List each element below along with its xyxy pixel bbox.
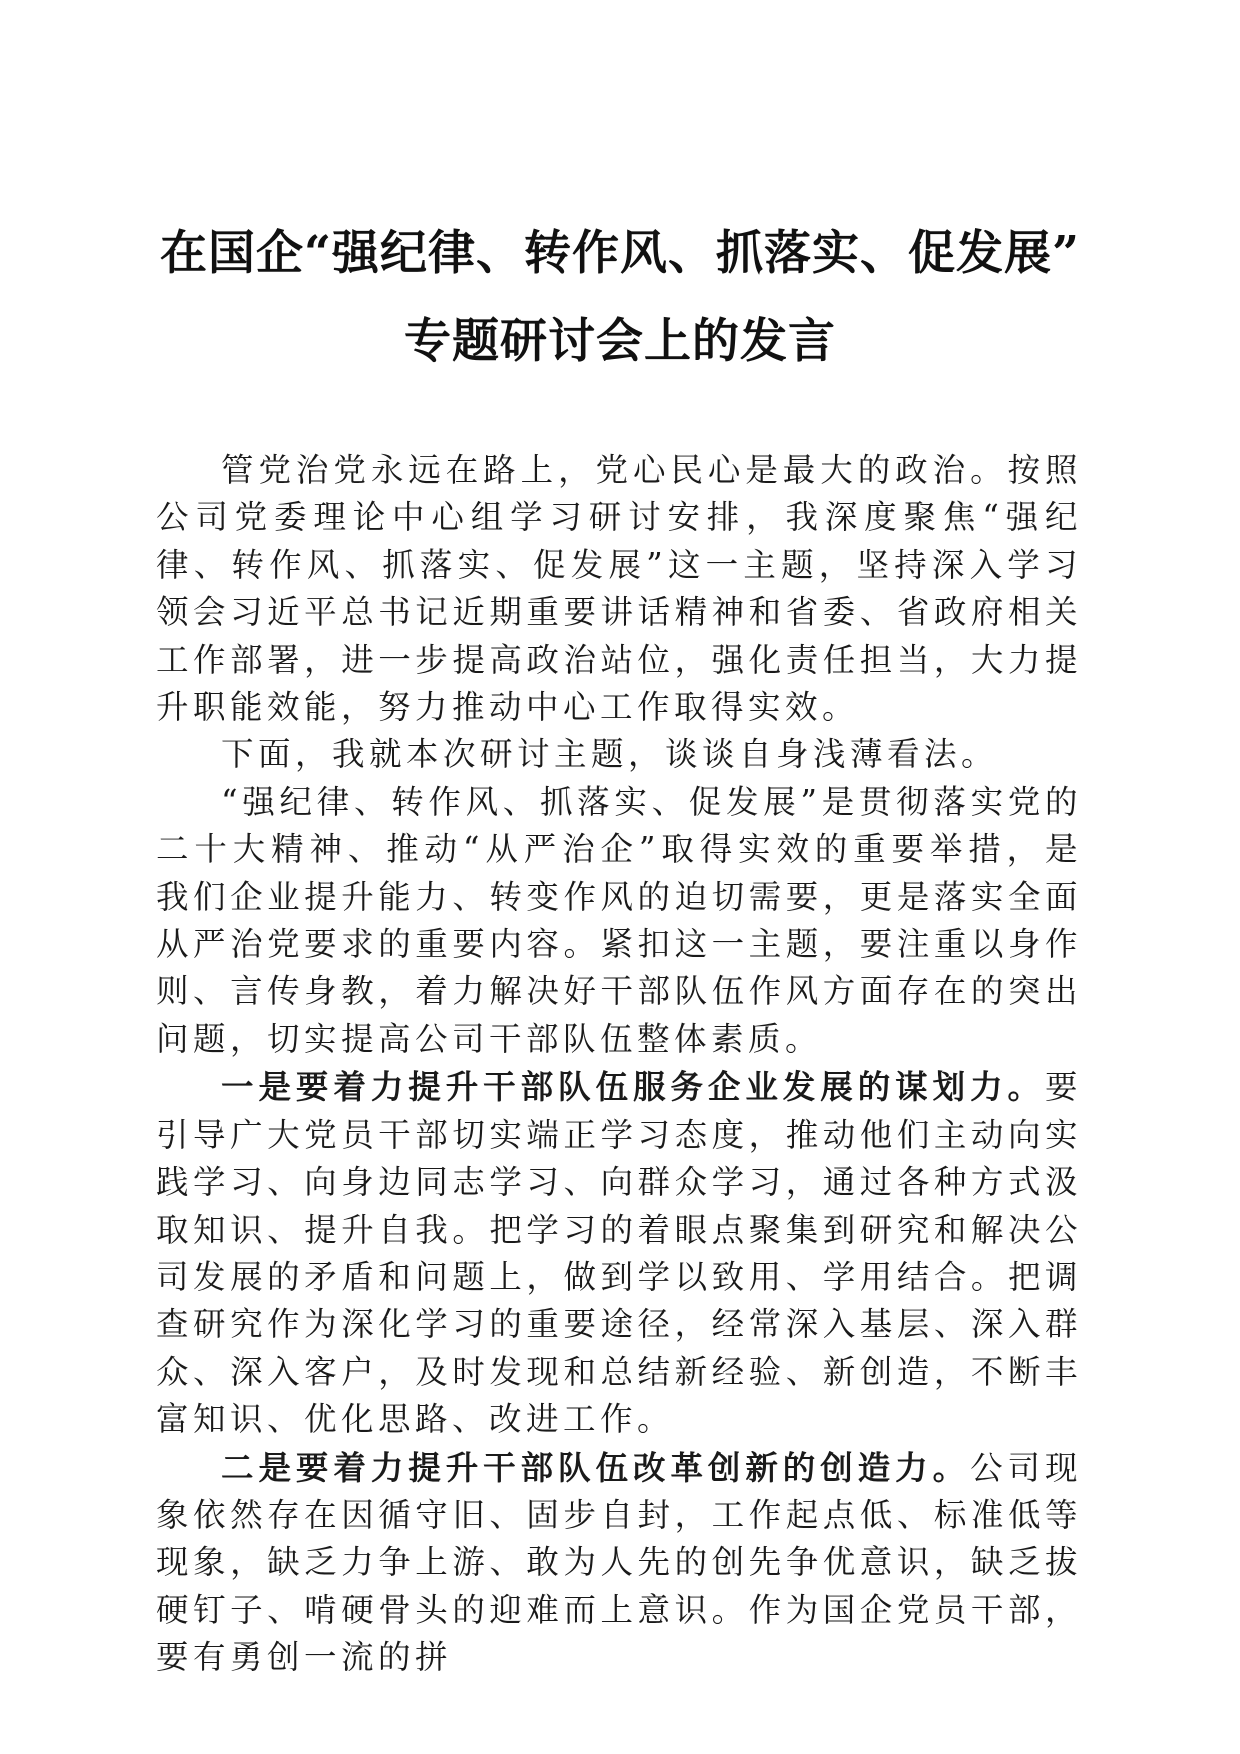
paragraph-theme (156, 779, 1082, 1063)
paragraph-lead: 一是要着力提升干部队伍服务企业发展的谋划力。 (221, 1067, 1045, 1107)
document-title-line-1: 在国企“强纪律、转作风、抓落实、促发展” (159, 226, 1081, 281)
paragraph-text: 管党治党永远在路上，党心民心是最大的政治。按照公司党委理论中心组学习研讨安排，我深度聚焦“强纪律、转作风、抓落实、促发展”这一主题，坚持深入学习领会习近平总书记近期重要讲话精神和省委、省政府相关工作部署，进一步提高政治站位，强化责任担当，大力提升职能效能，努力推动中心工作取得实效。 (156, 451, 1082, 727)
paragraph-transition (156, 731, 1082, 778)
paragraph-lead: 二是要着力提升干部队伍改革创新的创造力。 (221, 1447, 971, 1487)
document-title-line-2: 专题研讨会上的发言 (404, 314, 836, 369)
paragraph-text: 下面，我就本次研讨主题，谈谈自身浅薄看法。 (221, 735, 999, 774)
paragraph-text: 公司现象依然存在因循守旧、固步自封，工作起点低、标准低等现象，缺乏力争上游、敢为人先的创先争优意识，缺乏拔硬钉子、啃硬骨头的迎难而上意识。作为国企党员干部，要有勇创一流的拼 (156, 1448, 1082, 1677)
paragraph-point-2 (156, 1444, 1082, 1682)
paragraph-intro (156, 447, 1082, 731)
paragraph-text: “强纪律、转作风、抓落实、促发展”是贯彻落实党的二十大精神、推动“从严治企”取得实效的重要举措，是我们企业提升能力、转变作风的迫切需要，更是落实全面从严治党要求的重要内容。紧扣这一主题，要注重以身作则、言传身教，着力解决好干部队伍作风方面存在的突出问题，切实提高公司干部队伍整体素质。 (156, 782, 1082, 1058)
paragraph-text: 要引导广大党员干部切实端正学习态度，推动他们主动向实践学习、向身边同志学习、向群众学习，通过各种方式汲取知识、提升自我。把学习的着眼点聚集到研究和解决公司发展的矛盾和问题上，做到学以致用、学用结合。把调查研究作为深化学习的重要途径，经常深入基层、深入群众、深入客户，及时发现和总结新经验、新创造，不断丰富知识、优化思路、改进工作。 (156, 1068, 1082, 1439)
document-body (156, 447, 1082, 1682)
paragraph-point-1 (156, 1063, 1082, 1443)
